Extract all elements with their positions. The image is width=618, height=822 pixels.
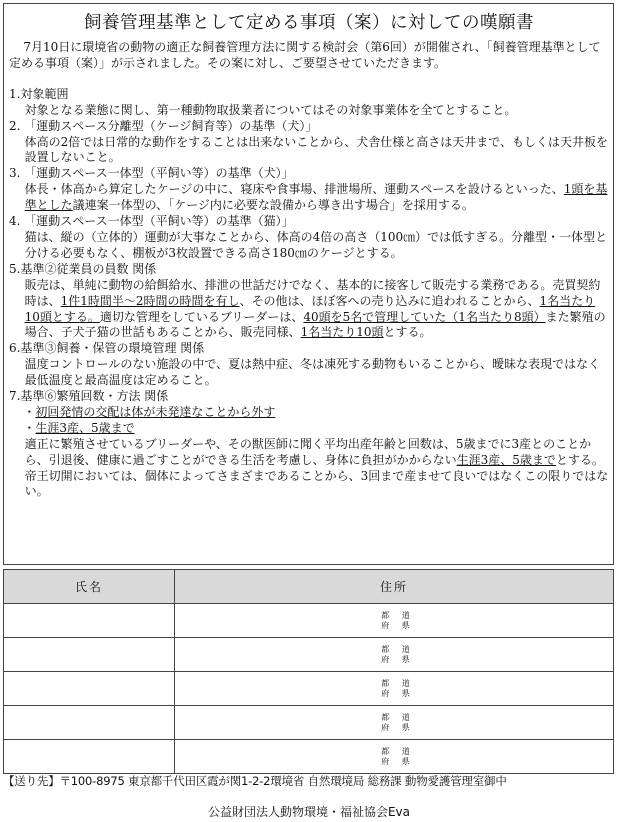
mailing-address: 【送り先】〒100-8975 東京都千代田区霞が関1-2-2環境省 自然環境局 総務課 動物愛護管理室御中 (3, 774, 507, 788)
name-cell[interactable] (4, 604, 175, 638)
organization-name: 公益財団法人動物環境・福祉協会Eva (207, 805, 411, 819)
table-row (4, 638, 614, 672)
signature-table (3, 569, 614, 774)
prefecture-label: 都 道 (381, 644, 415, 654)
prefecture-label: 府 県 (381, 688, 415, 698)
prefecture-label: 府 県 (381, 756, 415, 766)
address-cell[interactable] (175, 706, 614, 740)
prefecture-label: 府 県 (381, 654, 415, 664)
petition-body (9, 40, 609, 500)
section-5-text: 販売は、単純に動物の給餌給水、排泄の世話だけでなく、基本的に接客して販売する業務である。売買契約時は、1件1時間半～2時間の時間を有し、その他は、ほぼ客への売り込みに追われることから、1名当たり10頭とする。適切な管理をしているブリーダーは、40頭を5名で管理していた（1名当たり8頭）また繁殖の場合、子犬子猫の世話もあることから、販売同様、1名当たり10頭とする。 (24, 277, 606, 340)
section-3-heading: 3. 「運動スペース一体型（平飼い等）の基準（犬）」 (9, 166, 294, 181)
table-row (4, 706, 614, 740)
signature-table-header (4, 570, 614, 604)
section-2-text: 体高の2倍では日常的な動作をすることは出来ないことから、犬舎仕様と高さは天井まで、もしくは天井板を設置しないこと。 (24, 134, 608, 165)
name-cell[interactable] (4, 638, 175, 672)
name-cell[interactable] (4, 706, 175, 740)
section-1-heading: 1.対象範囲 (9, 86, 69, 101)
prefecture-label: 府 県 (381, 722, 415, 732)
section-7-bullet-1: ・初回発情の交配は体が未発達なことから外す (23, 404, 276, 419)
section-7-bullet-2: ・生涯3産、5歳まで (23, 420, 135, 435)
table-row (4, 672, 614, 706)
name-cell[interactable] (4, 740, 175, 774)
section-7-heading: 7.基準⑥繁殖回数・方法 関係 (9, 389, 169, 404)
address-cell[interactable] (175, 740, 614, 774)
address-cell[interactable] (175, 604, 614, 638)
table-row (4, 740, 614, 774)
name-cell[interactable] (4, 672, 175, 706)
address-cell[interactable] (175, 672, 614, 706)
table-row (4, 604, 614, 638)
prefecture-label: 都 道 (381, 610, 415, 620)
intro-paragraph: 7月10日に環境省の動物の適正な飼養管理方法に関する検討会（第6回）が開催され、「飼養管理基準として定める事項（案）」が示されました。その案に対し、ご要望させていただきます。 (9, 40, 601, 70)
section-5-heading: 5.基準②従業員の員数 関係 (9, 261, 157, 276)
section-2-heading: 2. 「運動スペース分離型（ケージ飼育等）の基準（犬）」 (9, 118, 318, 133)
prefecture-label: 府 県 (381, 620, 415, 630)
name-column-header: 氏名 (4, 570, 175, 604)
prefecture-label: 都 道 (381, 678, 415, 688)
section-4-heading: 4. 「運動スペース一体型（平飼い等）の基準（猫）」 (9, 214, 294, 229)
section-1-text: 対象となる業態に関し、第一種動物取扱業者についてはその対象事業体を全てとすること。 (24, 102, 517, 117)
address-cell[interactable] (175, 638, 614, 672)
address-column-header: 住所 (175, 570, 614, 604)
page-title: 飼養管理基準として定める事項（案）に対しての嘆願書 (84, 13, 534, 33)
section-3-text: 体長・体高から算定したケージの中に、寝床や食事場、排泄場所、運動スペースを設けるといった、1頭を基準とした議連案一体型の、「ケージ内に必要な設備から導き出す場合」を採用する。 (24, 182, 608, 213)
prefecture-label: 都 道 (381, 712, 415, 722)
section-6-heading: 6.基準③飼養・保管の環境管理 関係 (9, 341, 205, 356)
section-6-text: 温度コントロールのない施設の中で、夏は熱中症、冬は凍死する動物もいることから、曖昧な表現ではなく最低温度と最高温度は定めること。 (24, 357, 601, 388)
section-4-text: 猫は、縦の（立体的）運動が大事なことから、体高の4倍の高さ（100㎝）では低すぎる。分離型・一体型と分ける必要もなく、棚板が3枚設置できる高さ180㎝のケージとする。 (24, 229, 608, 260)
section-7-text: 適正に繁殖させているブリーダーや、その獣医師に聞く平均出産年齢と回数は、5歳までに3産とのことから、引退後、健康に過ごすことができる生活を考慮し、身体に負担がかからない生涯3産、5歳までとする。帝王切開においては、個体によってさまざまであることから、3回まで産ませて良いではなくこの限りではない。 (24, 436, 609, 499)
prefecture-label: 都 道 (381, 746, 415, 756)
